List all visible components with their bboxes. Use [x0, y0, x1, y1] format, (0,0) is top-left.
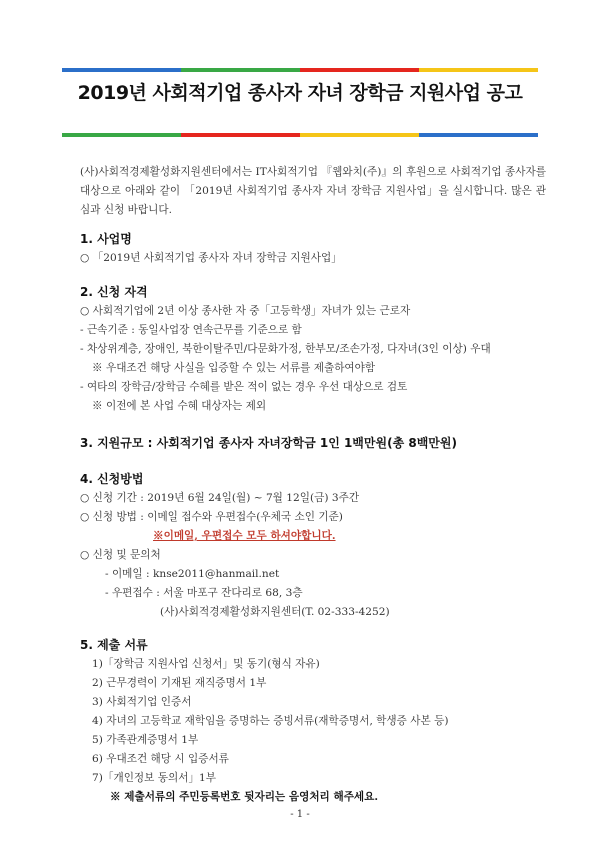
section-1-line: ○ 「2019년 사회적기업 종사자 자녀 장학금 지원사업」: [80, 252, 342, 264]
document-list-item: 2) 근무경력이 기재된 재직증명서 1부: [92, 677, 267, 689]
document-list-item: 3) 사회적기업 인증서: [92, 696, 192, 708]
section-4-contact: (사)사회적경제활성화지원센터(T. 02-333-4252): [160, 606, 390, 618]
section-4-address: - 우편접수 : 서울 마포구 잔다리로 68, 3층: [105, 587, 303, 599]
document-list-item: 1)「장학금 지원사업 신청서」및 동기(형식 자유): [92, 658, 320, 670]
document-list-item: 7)「개인정보 동의서」1부: [92, 772, 217, 784]
section-4-line: ○ 신청 및 문의처: [80, 549, 161, 561]
section-2-line: ○ 사회적기업에 2년 이상 종사한 자 중「고등학생」자녀가 있는 근로자: [80, 305, 411, 317]
section-4-line: ○ 신청 방법 : 이메일 접수와 우편접수(우체국 소인 기준): [80, 511, 343, 523]
top-color-bar: [62, 57, 538, 61]
section-2-line: - 근속기준 : 동일사업장 연속근무를 기준으로 함: [80, 324, 302, 336]
section-2-line: - 차상위계층, 장애인, 북한이탈주민/다문화가정, 한부모/조손가정, 다자녀(3인 이상) 우대: [80, 343, 491, 355]
section-4-email: - 이메일 : knse2011@hanmail.net: [105, 568, 280, 580]
section-2-note: ※ 우대조건 해당 사실을 입증할 수 있는 서류를 제출하여야함: [92, 362, 376, 374]
section-2-heading: 2. 신청 자격: [80, 285, 148, 299]
section-3-heading: 3. 지원규모 : 사회적기업 종사자 자녀장학금 1인 1백만원(총 8백만원): [80, 436, 457, 450]
section-5-heading: 5. 제출 서류: [80, 638, 148, 652]
section-4-line: ○ 신청 기간 : 2019년 6월 24일(월) ~ 7월 12일(금) 3주간: [80, 492, 360, 504]
page-number: - 1 -: [290, 809, 310, 820]
section-4-red-note: ※이메일, 우편접수 모두 하셔야합니다.: [153, 530, 336, 542]
section-2-note: ※ 이전에 본 사업 수혜 대상자는 제외: [92, 400, 267, 412]
document-list-item: 6) 우대조건 해당 시 입증서류: [92, 753, 229, 765]
document-list-item: 4) 자녀의 고등학교 재학임을 증명하는 증빙서류(재학증명서, 학생증 사본 등): [92, 715, 449, 727]
section-1-heading: 1. 사업명: [80, 232, 132, 246]
section-2-line: - 여타의 장학금/장학금 수혜를 받은 적이 없는 경우 우선 대상으로 검토: [80, 381, 408, 393]
document-title: 2019년 사회적기업 종사자 자녀 장학금 지원사업 공고: [77, 82, 523, 104]
document-list-item: 5) 가족관계증명서 1부: [92, 734, 199, 746]
intro-paragraph: (사)사회적경제활성화지원센터에서는 IT사회적기업 『웹와치(주)』의 후원으로 사회적기업 종사자를 대상으로 아래와 같이 「2019년 사회적기업 종사자 자녀 장학금 지원사업」을 실시합니다. 많은 관심과 신청 바랍니다.: [80, 166, 546, 216]
section-4-heading: 4. 신청방법: [80, 472, 144, 486]
bottom-color-bar: [62, 122, 538, 126]
document-list-note: ※ 제출서류의 주민등록번호 뒷자리는 음영처리 해주세요.: [110, 791, 379, 803]
